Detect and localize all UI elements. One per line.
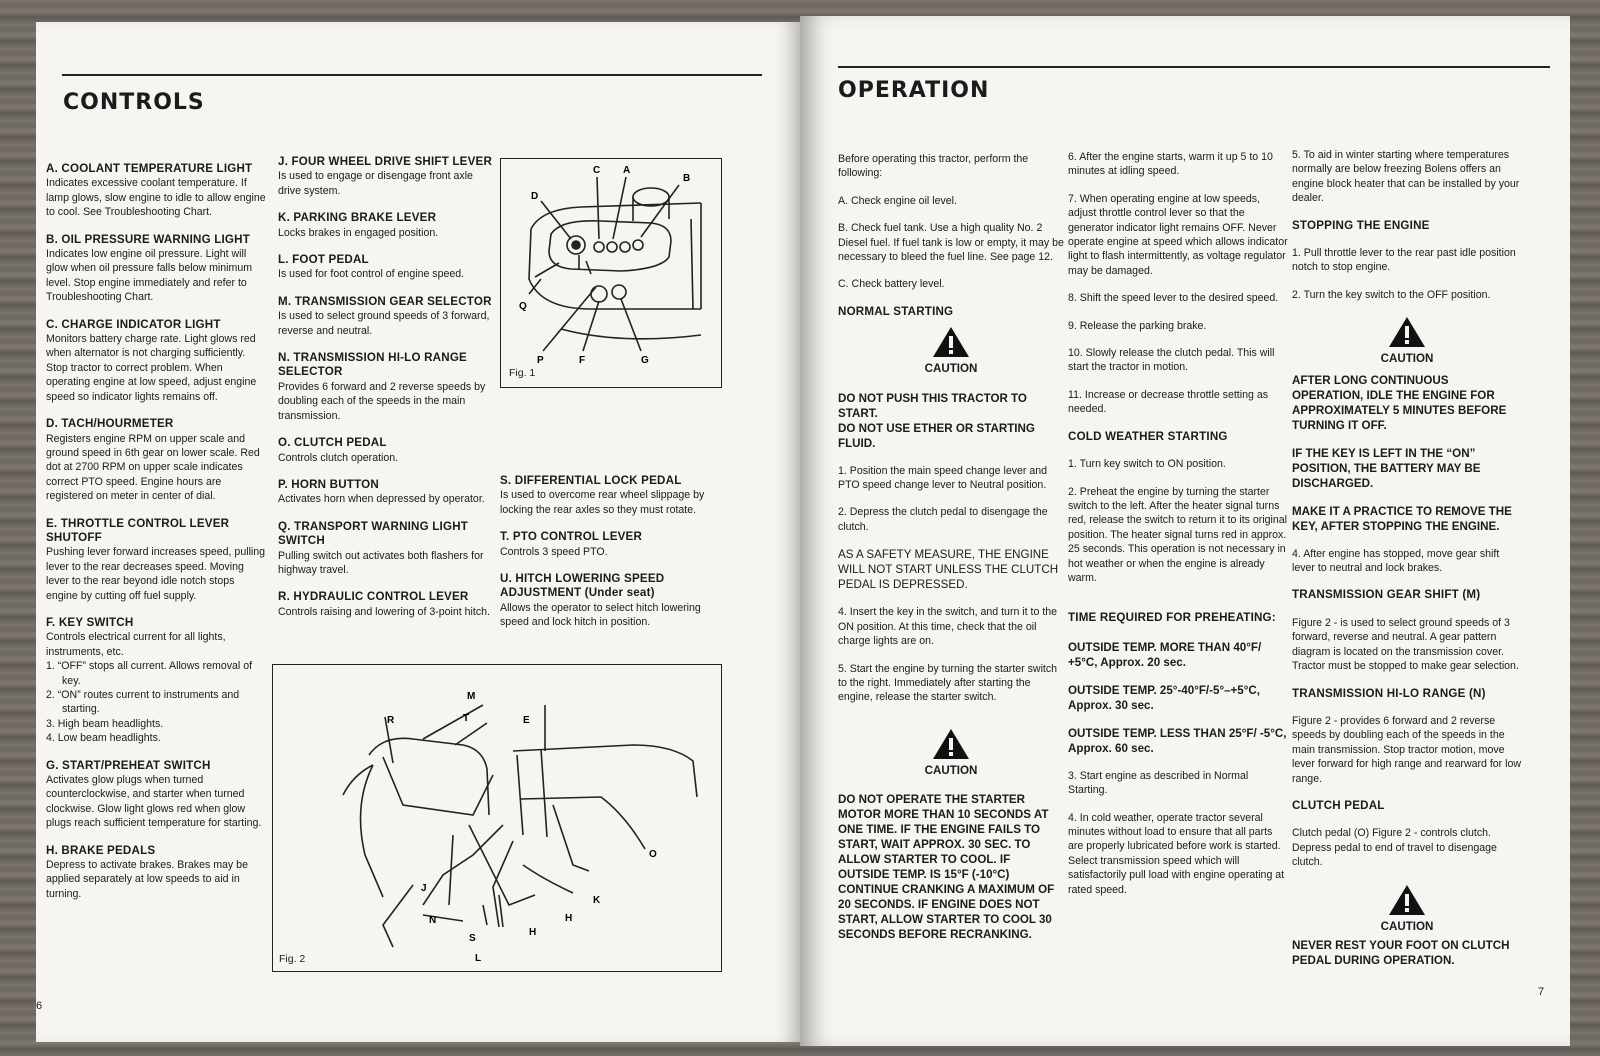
right-page (800, 16, 1570, 1046)
control-description: Indicates excessive coolant temperature. If lamp glows, slow engine to idle to allow engine to cool. See Troubleshooting Chart. (46, 177, 266, 219)
fig2-label-o: O (649, 849, 657, 860)
normal-starting-heading: NORMAL STARTING (838, 304, 954, 318)
control-description: Pushing lever forward increases speed, pulling lever to the rear decreases speed. Moving lever to the rear beyond idle notch stops engine by cutting off fuel supply. (46, 546, 266, 602)
operation-step: 8. Shift the speed lever to the desired speed. (1068, 292, 1279, 305)
caution-warning-3 (1292, 315, 1522, 366)
controls-column-1 (46, 162, 268, 914)
control-description: Is used for foot control of engine speed. (278, 268, 465, 281)
control-entry (278, 520, 498, 578)
control-entry (46, 616, 268, 746)
key-switch-position: 4. Low beam headlights. (46, 732, 161, 745)
control-description: Activates horn when depressed by operator. (278, 493, 485, 506)
pre-check-item: A. Check engine oil level. (838, 194, 957, 207)
operation-step: 9. Release the parking brake. (1068, 319, 1207, 332)
operation-step: 7. When operating engine at low speeds, adjust throttle control lever so that the generator indicator light remains OFF. Never operate engine at speed which allows indicator light to flash intermittently, as voltage regulator may be damaged. (1068, 192, 1288, 277)
cold-weather-step: 2. Preheat the engine by turning the starter switch to the left. After the heater signal turns red, release the switch to return it to its original position. The heater signal turns red in approx. 25 seconds. This operation is not necessary in hot weather or when the engine is already warm. (1068, 485, 1288, 584)
gear-shift-heading: TRANSMISSION GEAR SHIFT (M) (1292, 588, 1481, 602)
starting-step: 5. Start the engine by turning the starter switch to the right. Immediately after starting the engine, release the starter switch. (838, 662, 1058, 704)
caution-warning-4 (1292, 883, 1522, 934)
operation-step: 6. After the engine starts, warm it up 5 to 10 minutes at idling speed. (1068, 151, 1273, 178)
control-description: Is used to select ground speeds of 3 forward, reverse and neutral. (278, 310, 490, 337)
control-heading: P. HORN BUTTON (278, 477, 379, 491)
control-heading: E. THROTTLE CONTROL LEVER SHUTOFF (46, 516, 230, 544)
control-description: Depress to activate brakes. Brakes may be applied separately at low speeds to aid in turning. (46, 859, 248, 900)
stopping-warning: MAKE IT A PRACTICE TO REMOVE THE KEY, AFTER STOPPING THE ENGINE. (1292, 504, 1512, 533)
control-entry (46, 517, 268, 603)
fig2-label-r: R (387, 715, 395, 726)
fig2-label-l: L (475, 953, 482, 964)
left-page-number: 6 (36, 1000, 43, 1012)
fig2-label-s: S (469, 933, 476, 944)
control-entry (278, 253, 498, 282)
fig2-label-h2: H (529, 927, 537, 938)
figure-1 (500, 158, 722, 388)
fig1-label-a: A (623, 165, 631, 176)
preheat-temperature: OUTSIDE TEMP. 25°-40°F/-5°–+5°C, Approx. 30 sec. (1068, 683, 1260, 712)
control-entry (278, 295, 498, 338)
control-description: Is used to overcome rear wheel slippage by locking the rear axles so they must rotate. (500, 489, 705, 516)
operation-step: 11. Increase or decrease throttle setting as needed. (1068, 388, 1269, 416)
control-entry (500, 474, 722, 517)
control-entry (46, 162, 268, 220)
operation-column-1 (838, 152, 1064, 942)
control-description: Allows the operator to select hitch lowering speed and lock hitch in position. (500, 601, 701, 629)
control-description: Activates glow plugs when turned counterclockwise, and starter when turned clockwise. Glow light glows red when glow plugs reach sufficient temperature for starting. (46, 774, 262, 830)
control-entry (500, 572, 722, 630)
caution-label: CAUTION (1380, 352, 1434, 366)
right-page-number: 7 (1538, 986, 1545, 998)
fig1-label-f: F (579, 355, 586, 366)
control-heading: O. CLUTCH PEDAL (278, 436, 387, 450)
control-entry (278, 351, 498, 423)
left-page (36, 22, 800, 1042)
stopping-warning: IF THE KEY IS LEFT IN THE “ON” POSITION, THE BATTERY MAY BE DISCHARGED. (1292, 446, 1481, 490)
pre-check-item: C. Check battery level. (838, 278, 945, 291)
control-heading: R. HYDRAULIC CONTROL LEVER (278, 590, 469, 604)
figure-1-dashboard-drawing (501, 159, 721, 387)
control-entry (46, 318, 268, 404)
right-page-title: OPERATION (838, 78, 990, 103)
control-description: Monitors battery charge rate. Light glows red when alternator is not charging sufficiently. Stop tractor to correct problem. When operating engine at low speed, adjust engine speed so indicator lights remains off. (46, 333, 257, 403)
intro-text: Before operating this tractor, perform the following: (838, 153, 1029, 180)
control-description: Registers engine RPM on upper scale and ground speed in 6th gear on lower scale. Red dot at 2700 RPM on upper scale indicates correct PTO speed. Engine hours are registered on meter in center of dial. (46, 432, 260, 503)
warning-starter-motor: DO NOT OPERATE THE STARTER MOTOR MORE THAN 10 SECONDS AT ONE TIME. IF THE ENGINE FAILS TO START, WAIT APPROX. 30 SEC. TO ALLOW STARTER TO COOL. IF OUTSIDE TEMP. IS 15°F (-10°C) CONTINUE CRANKING A MAXIMUM OF 20 SECONDS. IF ENGINE DOES NOT START, ALLOW STARTER TO COOL 30 SECONDS BEFORE RECRANKING. (838, 793, 1055, 942)
control-description: Pulling switch out activates both flashers for highway travel. (278, 549, 484, 576)
fig2-label-n: N (429, 915, 437, 926)
control-heading: G. START/PREHEAT SWITCH (46, 758, 211, 772)
fig1-label-d: D (531, 191, 539, 202)
left-page-title: CONTROLS (63, 90, 205, 115)
control-heading: M. TRANSMISSION GEAR SELECTOR (278, 294, 492, 308)
control-entry (278, 211, 498, 240)
fig1-label-b: B (683, 173, 691, 184)
control-heading: B. OIL PRESSURE WARNING LIGHT (46, 232, 250, 246)
caution-label: CAUTION (1380, 919, 1434, 933)
preheat-temperature: OUTSIDE TEMP. MORE THAN 40°F/ +5°C, Approx. 20 sec. (1068, 640, 1262, 669)
block-heater-step: 5. To aid in winter starting where temperatures normally are below freezing Bolens offers an engine block heater that can be installed by your dealer. (1292, 149, 1520, 205)
control-heading: C. CHARGE INDICATOR LIGHT (46, 317, 221, 331)
right-header-rule (838, 66, 1550, 68)
control-entry (278, 155, 498, 198)
control-description: Provides 6 forward and 2 reverse speeds by doubling each of the speeds in the main transmission. (278, 380, 486, 422)
caution-warning-2 (838, 727, 1064, 778)
cold-weather-step: 1. Turn key switch to ON position. (1068, 458, 1226, 471)
control-heading: D. TACH/HOURMETER (46, 417, 174, 431)
control-description: Controls raising and lowering of 3-point hitch. (278, 605, 490, 618)
fig2-label-j: J (421, 883, 427, 894)
caution-warning-1 (838, 325, 1064, 376)
fig2-label-k: K (593, 895, 601, 906)
control-heading: H. BRAKE PEDALS (46, 843, 156, 857)
control-entry (278, 478, 498, 507)
fig2-label-e: E (523, 715, 530, 726)
control-heading: Q. TRANSPORT WARNING LIGHT SWITCH (278, 519, 469, 548)
key-switch-position: 3. High beam headlights. (46, 717, 164, 730)
fig1-label-c: C (593, 165, 601, 176)
cold-weather-heading: COLD WEATHER STARTING (1068, 429, 1228, 443)
cold-weather-step: 4. In cold weather, operate tractor several minutes without load to ensure that all parts are properly lubricated before work is started. Select transmission speed which will satisfactorily pull load with engine operating at rated speed. (1068, 811, 1285, 896)
control-heading: N. TRANSMISSION HI-LO RANGE SELECTOR (278, 351, 467, 379)
control-entry (46, 844, 268, 902)
left-header-rule (62, 74, 762, 76)
caution-label: CAUTION (924, 362, 978, 376)
fig1-label-g: G (641, 355, 649, 366)
operation-step: 10. Slowly release the clutch pedal. This will start the tractor in motion. (1068, 347, 1275, 374)
fig1-label-p: P (537, 355, 544, 366)
cold-weather-step: 3. Start engine as described in Normal Starting. (1068, 769, 1249, 797)
control-heading: S. DIFFERENTIAL LOCK PEDAL (500, 474, 682, 487)
control-heading: J. FOUR WHEEL DRIVE SHIFT LEVER (278, 155, 493, 168)
preheat-heading: TIME REQUIRED FOR PREHEATING: (1068, 611, 1276, 625)
operation-column-3 (1292, 148, 1522, 968)
fig2-label-m: M (467, 691, 476, 702)
stopping-engine-heading: STOPPING THE ENGINE (1292, 218, 1430, 232)
clutch-warning: NEVER REST YOUR FOOT ON CLUTCH PEDAL DURING OPERATION. (1292, 938, 1510, 967)
starting-step: 4. Insert the key in the switch, and turn it to the ON position. At this time, check that the oil charge lights are on. (838, 606, 1058, 648)
controls-column-3 (500, 474, 722, 643)
control-entry (278, 590, 498, 619)
warning-no-push: DO NOT PUSH THIS TRACTOR TO START. DO NOT USE ETHER OR STARTING FLUID. (838, 391, 1035, 450)
stopping-step: 1. Pull throttle lever to the rear past idle position notch to stop engine. (1292, 247, 1516, 274)
control-heading: U. HITCH LOWERING SPEED ADJUSTMENT (Under seat) (500, 572, 665, 600)
key-switch-position: 2. “ON” routes current to instruments and starting. (46, 689, 240, 716)
control-description: Controls 3 speed PTO. (500, 545, 608, 558)
control-heading: T. PTO CONTROL LEVER (500, 530, 643, 544)
hi-lo-heading: TRANSMISSION HI-LO RANGE (N) (1292, 686, 1486, 700)
preheat-temperature: OUTSIDE TEMP. LESS THAN 25°F/ -5°C, Approx. 60 sec. (1068, 726, 1287, 755)
figure-2 (272, 664, 722, 972)
starting-step: 2. Depress the clutch pedal to disengage the clutch. (838, 506, 1048, 533)
fig2-label-h1: H (565, 913, 573, 924)
figure-2-caption: Fig. 2 (279, 953, 306, 965)
caution-label: CAUTION (924, 763, 978, 777)
control-heading: F. KEY SWITCH (46, 615, 134, 629)
pre-check-item: B. Check fuel tank. Use a high quality No. 2 Diesel fuel. If fuel tank is low or empty, it may be necessary to bleed the fuel line. See page 12. (838, 222, 1064, 264)
gear-shift-text: Figure 2 - is used to select ground speeds of 3 forward, reverse and neutral. A gear pattern diagram is located on the transmission cover. Tractor must be stopped to make gear selection. (1292, 616, 1519, 673)
fig2-label-t: T (463, 713, 470, 724)
control-heading: K. PARKING BRAKE LEVER (278, 211, 437, 225)
control-description: Is used to engage or disengage front axle drive system. (278, 170, 473, 197)
figure-2-tractor-controls-drawing (273, 665, 721, 971)
control-entry (46, 233, 268, 305)
key-switch-position: 1. “OFF” stops all current. Allows removal of key. (46, 660, 253, 687)
figure-1-caption: Fig. 1 (509, 367, 536, 379)
clutch-pedal-heading: CLUTCH PEDAL (1292, 798, 1385, 812)
safety-measure-note: AS A SAFETY MEASURE, THE ENGINE WILL NOT START UNLESS THE CLUTCH PEDAL IS DEPRESSED. (838, 548, 1059, 592)
starting-step: 1. Position the main speed change lever and PTO speed change lever to Neutral position. (838, 464, 1048, 492)
control-entry (500, 530, 722, 559)
control-heading: L. FOOT PEDAL (278, 253, 369, 267)
stopping-step: 2. Turn the key switch to the OFF position. (1292, 288, 1491, 301)
clutch-pedal-text: Clutch pedal (O) Figure 2 - controls clutch. Depress pedal to end of travel to disengage clutch. (1292, 827, 1497, 869)
control-heading: A. COOLANT TEMPERATURE LIGHT (46, 162, 253, 175)
control-entry (46, 417, 268, 503)
controls-column-2 (278, 155, 498, 632)
fig1-label-q: Q (519, 301, 527, 312)
hi-lo-text: Figure 2 - provides 6 forward and 2 reverse speeds by doubling each of the speeds in the main transmission. Stop tractor motion, move lever forward for high range and rearward for low range. (1292, 714, 1522, 785)
operation-column-2 (1068, 150, 1288, 910)
control-description: Locks brakes in engaged position. (278, 226, 439, 239)
control-entry (46, 759, 268, 831)
control-entry (278, 436, 498, 465)
stopping-warning: AFTER LONG CONTINUOUS OPERATION, IDLE THE ENGINE FOR APPROXIMATELY 5 MINUTES BEFORE TURNING IT OFF. (1292, 373, 1507, 432)
control-description: Indicates low engine oil pressure. Light will glow when oil pressure falls below minimum level. Stop engine immediately and refer to Troubleshooting Chart. (46, 248, 253, 304)
key-switch-positions (46, 659, 268, 745)
lock-brakes-step: 4. After engine has stopped, move gear shift lever to neutral and lock brakes. (1292, 547, 1500, 575)
control-description: Controls electrical current for all lights, instruments, etc. (46, 631, 226, 658)
control-description: Controls clutch operation. (278, 451, 399, 464)
